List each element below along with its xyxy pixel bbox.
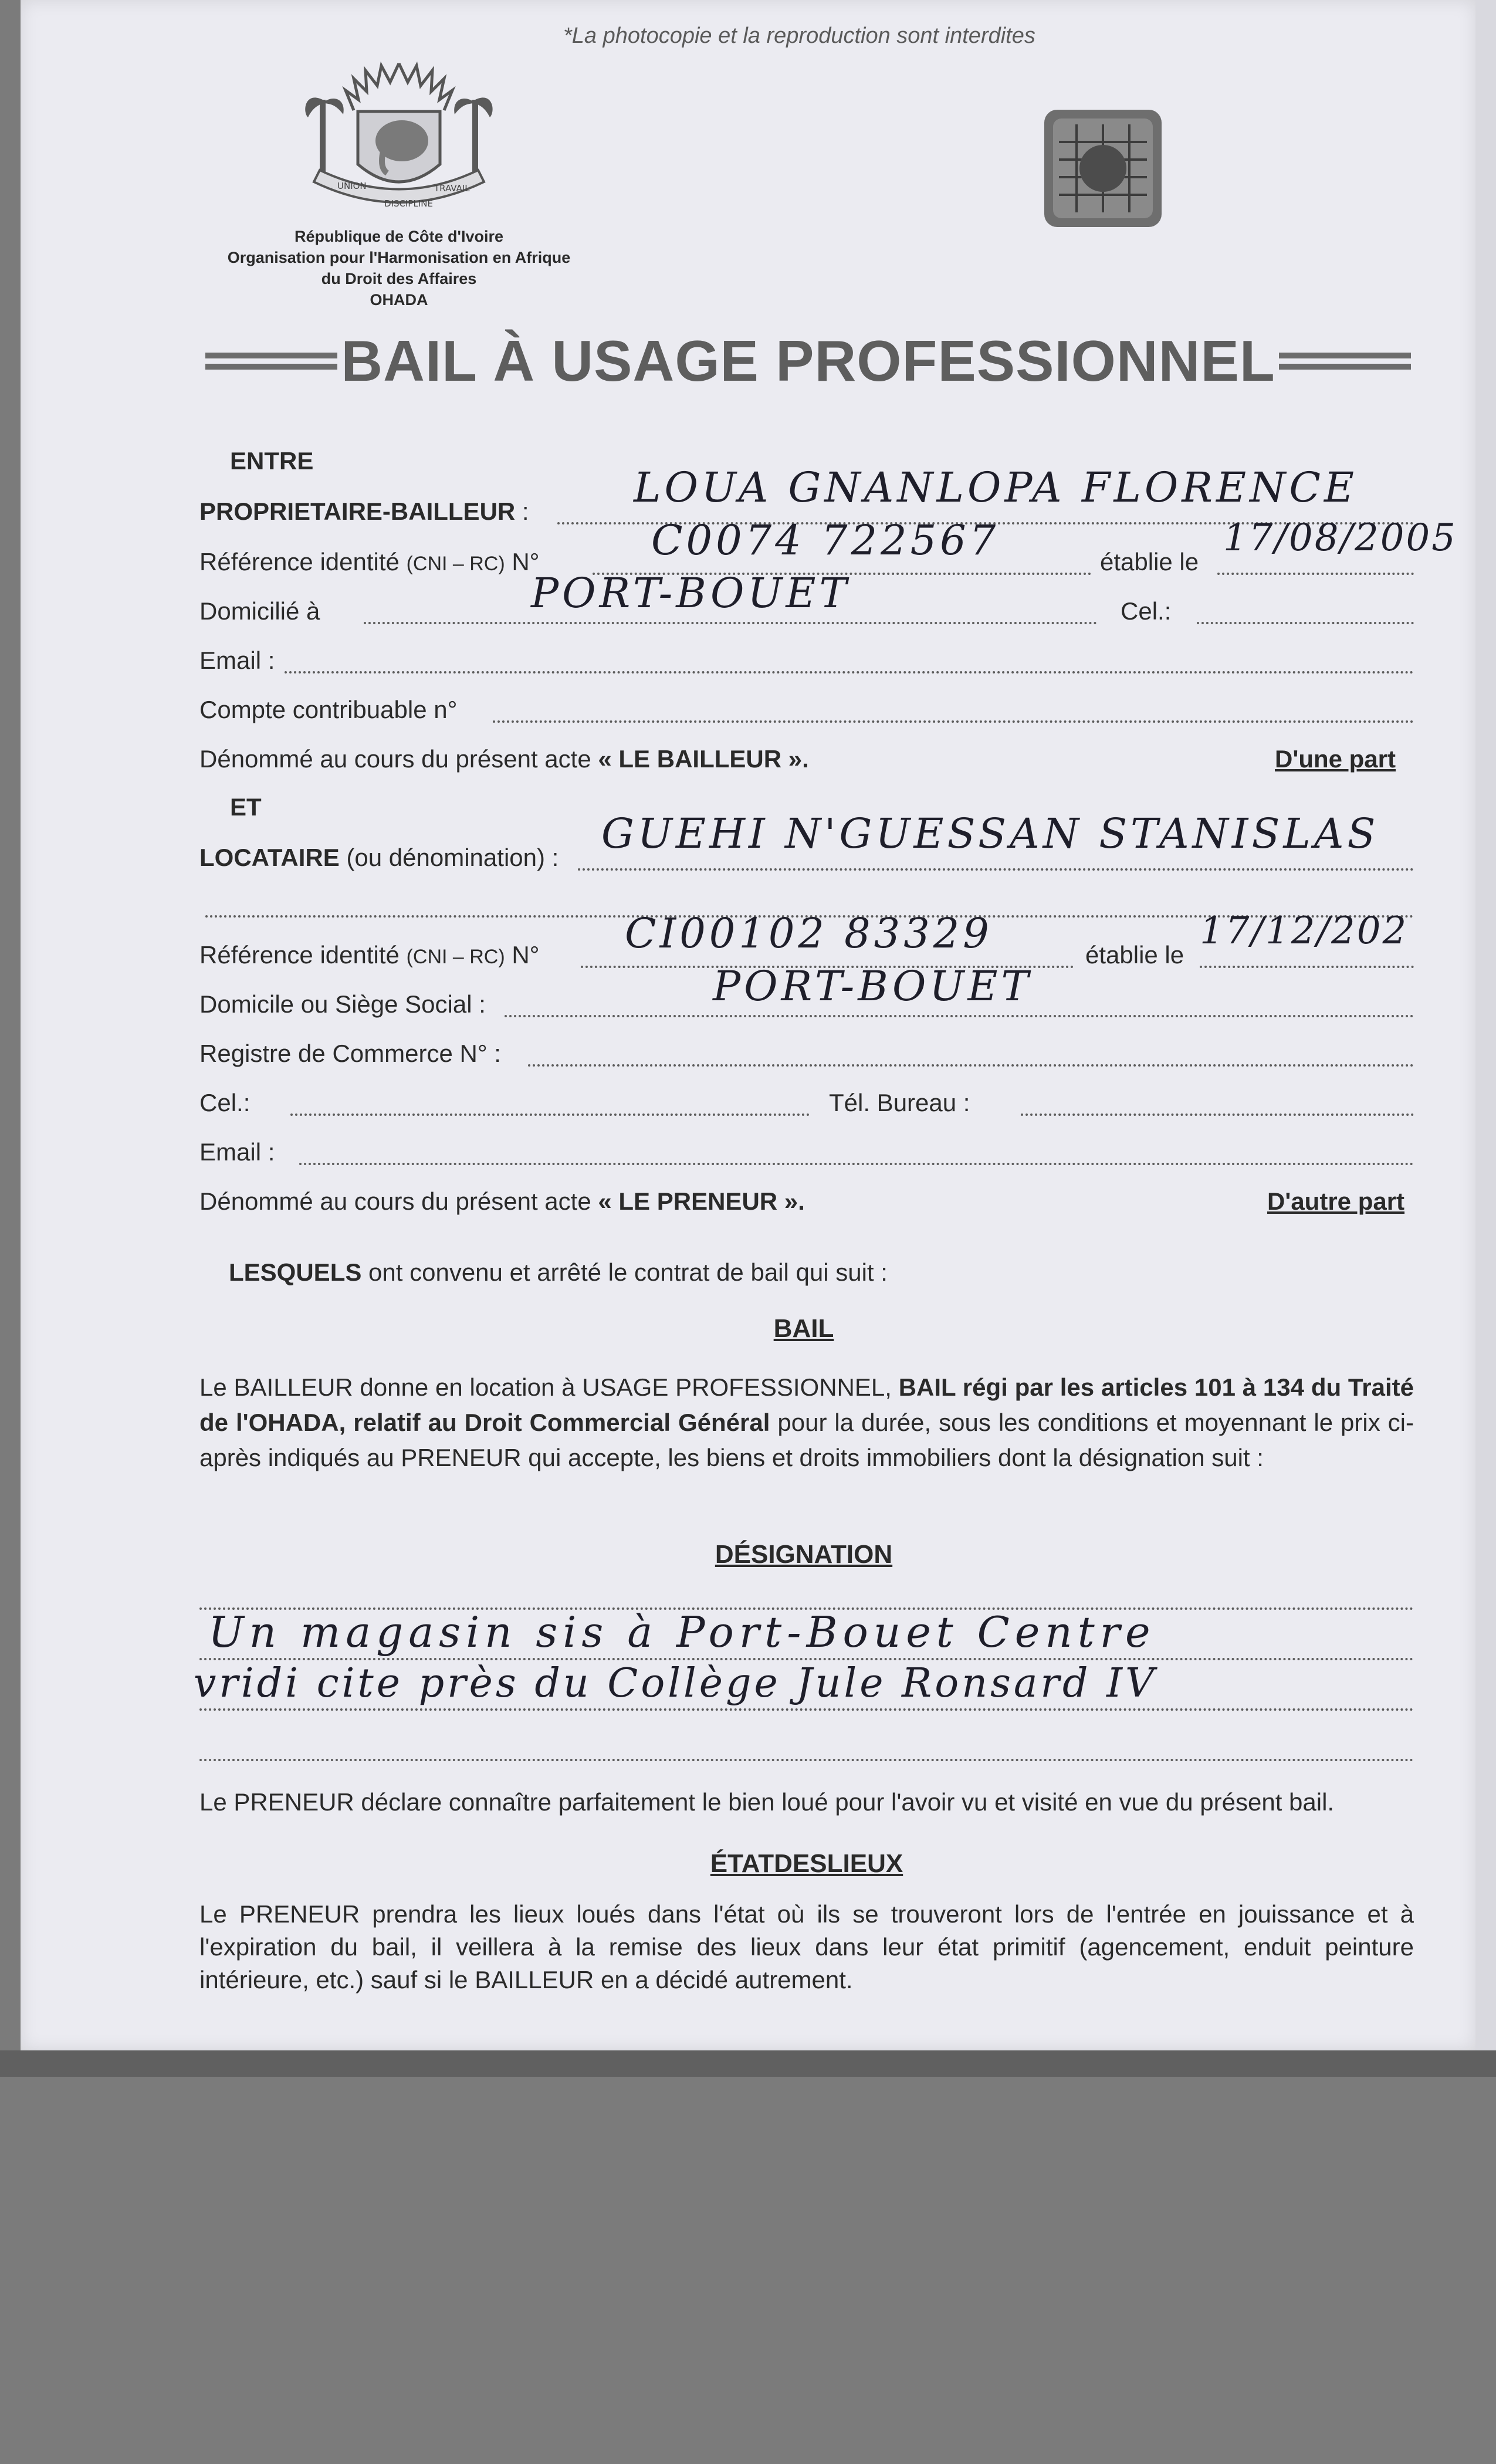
- locataire-domicile-label: Domicile ou Siège Social :: [199, 990, 486, 1018]
- bailleur-cel-label: Cel.:: [1121, 597, 1172, 625]
- designation-handwritten-line-1[interactable]: Un magasin sis à Port-Bouet Centre: [208, 1607, 1156, 1657]
- cote-divoire-coat-of-arms: [302, 59, 496, 226]
- hologram-stamp-icon: [1041, 107, 1165, 230]
- locataire-suffix: (ou dénomination) :: [346, 844, 559, 871]
- locataire-denomme-name: « LE PRENEUR ».: [598, 1187, 805, 1215]
- bail-heading: BAIL: [773, 1314, 834, 1343]
- bailleur-domicile-label: Domicilié à: [199, 597, 320, 625]
- designation-dotted-line-4: [199, 1759, 1414, 1761]
- locataire-dotted-line: [578, 868, 1414, 871]
- lesquels-bold: LESQUELS: [229, 1258, 362, 1286]
- emblem-text-union: UNION: [337, 181, 367, 191]
- bail-text-3: pour la durée, sous les conditions et moyennant le prix ci-après indiqués au PRENEUR qui accepte, les biens et droits immobiliers dont la désignation suit :: [199, 1409, 1414, 1471]
- locataire-domicile-dotted-line: [505, 1015, 1414, 1017]
- bailleur-denomme-name: « LE BAILLEUR ».: [598, 745, 809, 773]
- bailleur-ref-field: [199, 548, 539, 576]
- bailleur-ref-label: Référence identité: [199, 548, 400, 576]
- locataire-email-dotted-line[interactable]: [299, 1163, 1414, 1165]
- locataire-etablie-label: établie le: [1085, 941, 1184, 969]
- bailleur-label: PROPRIETAIRE-BAILLEUR: [199, 497, 516, 525]
- bailleur-ref-no: N°: [512, 548, 540, 576]
- bailleur-email-dotted-line[interactable]: [285, 671, 1414, 673]
- bailleur-etablie-handwritten-value[interactable]: 17/08/2005: [1223, 516, 1457, 560]
- lesquels-sentence: [229, 1258, 888, 1287]
- bailleur-email-label: Email :: [199, 647, 275, 674]
- bailleur-compte-dotted-line[interactable]: [493, 720, 1414, 723]
- title-rule-left: [205, 353, 337, 370]
- org-line-republic: République de Côte d'Ivoire: [295, 228, 503, 245]
- bailleur-ref-handwritten-value[interactable]: C0074 722567: [651, 516, 1000, 564]
- locataire-ref-label: Référence identité: [199, 941, 400, 969]
- etat-des-lieux-text: Le PRENEUR prendra les lieux loués dans l'état où ils se trouveront lors de l'entrée en jouissance et à l'expiration du bail, il veillera à la remise des lieux dans leur état primitif (agencement, enduit peinture intérieure, etc.) sauf si le BAILLEUR en a décidé autrement.: [199, 1900, 1414, 1993]
- reproduction-notice: *La photocopie et la reproduction sont interdites: [563, 23, 1035, 48]
- lesquels-rest: ont convenu et arrêté le contrat de bail qui suit :: [368, 1258, 888, 1286]
- bailleur-etablie-label: établie le: [1100, 548, 1199, 576]
- bailleur-domicile-dotted-line: [364, 622, 1097, 624]
- page-edge: [1475, 0, 1496, 2074]
- locataire-cel-dotted-line[interactable]: [290, 1113, 810, 1116]
- locataire-denomme: [199, 1187, 805, 1216]
- locataire-etablie-dotted-line: [1200, 966, 1414, 968]
- title-rule-right: [1279, 353, 1411, 370]
- registre-commerce-label: Registre de Commerce N° :: [199, 1040, 501, 1067]
- locataire-field: [199, 844, 559, 872]
- org-line-ohada: OHADA: [370, 291, 428, 309]
- bailleur-domicile-handwritten-value[interactable]: PORT-BOUET: [531, 569, 851, 617]
- bailleur-compte-label: Compte contribuable n°: [199, 696, 458, 723]
- bailleur-ref-small: (CNI – RC): [406, 553, 505, 575]
- document-title: BAIL À USAGE PROFESSIONNEL: [341, 328, 1275, 393]
- bailleur-cel-dotted-line[interactable]: [1197, 622, 1414, 624]
- title-bar: [205, 323, 1411, 399]
- etat-des-lieux-heading: ÉTATDESLIEUX: [710, 1849, 903, 1878]
- locataire-email-label: Email :: [199, 1138, 275, 1166]
- designation-dotted-line-3: [199, 1708, 1414, 1711]
- locataire-ref-handwritten-value[interactable]: CI00102 83329: [625, 909, 993, 957]
- designation-handwritten-line-2[interactable]: vridi cite près du Collège Jule Ronsard IV: [194, 1660, 1157, 1707]
- designation-heading: DÉSIGNATION: [715, 1540, 893, 1569]
- locataire-domicile-handwritten-value[interactable]: PORT-BOUET: [713, 962, 1033, 1010]
- tel-bureau-dotted-line[interactable]: [1021, 1113, 1414, 1116]
- locataire-ref-small: (CNI – RC): [406, 946, 505, 968]
- bailleur-etablie-dotted-line: [1217, 573, 1414, 575]
- locataire-etablie-handwritten-value[interactable]: 17/12/202: [1200, 909, 1409, 953]
- et-label: ET: [230, 793, 262, 821]
- bail-text-1: Le BAILLEUR donne en location à USAGE PROFESSIONNEL,: [199, 1373, 892, 1401]
- org-line-organisation: Organisation pour l'Harmonisation en Afrique: [227, 249, 571, 266]
- bail-text-2-bold: BAIL régi par les articles 101 à 134 du Traité de l'OHADA, relatif au Droit Commercial Général: [199, 1373, 1414, 1436]
- designation-text: Le PRENEUR déclare connaître parfaitement le bien loué pour l'avoir vu et visité en vue du présent bail.: [199, 1788, 1335, 1816]
- bailleur-handwritten-value[interactable]: LOUA GNANLOPA FLORENCE: [634, 463, 1358, 512]
- bailleur-denomme-prefix: Dénommé au cours du présent acte: [199, 745, 591, 773]
- emblem-text-travail: TRAVAIL: [434, 183, 470, 194]
- org-line-droit: du Droit des Affaires: [321, 270, 477, 287]
- bailleur-denomme: [199, 745, 809, 773]
- organisation-header: [194, 226, 604, 310]
- locataire-label: LOCATAIRE: [199, 844, 340, 871]
- emblem-text-discipline: DISCIPLINE: [384, 198, 433, 209]
- entre-label: ENTRE: [230, 447, 314, 475]
- registre-commerce-dotted-line[interactable]: [528, 1064, 1414, 1067]
- locataire-cel-label: Cel.:: [199, 1089, 251, 1116]
- locataire-ref-no: N°: [512, 941, 540, 969]
- locataire-denomme-prefix: Dénommé au cours du présent acte: [199, 1187, 591, 1215]
- dautre-part-label: D'autre part: [1267, 1187, 1405, 1215]
- bail-paragraph: [199, 1370, 1414, 1475]
- locataire-ref-field: [199, 941, 539, 969]
- locataire-handwritten-value[interactable]: GUEHI N'GUESSAN STANISLAS: [601, 810, 1379, 858]
- bailleur-field: PROPRIETAIRE-BAILLEUR :: [199, 497, 529, 525]
- scan-border: [0, 2050, 1496, 2077]
- dune-part-label: D'une part: [1275, 745, 1396, 773]
- tel-bureau-label: Tél. Bureau :: [829, 1089, 970, 1116]
